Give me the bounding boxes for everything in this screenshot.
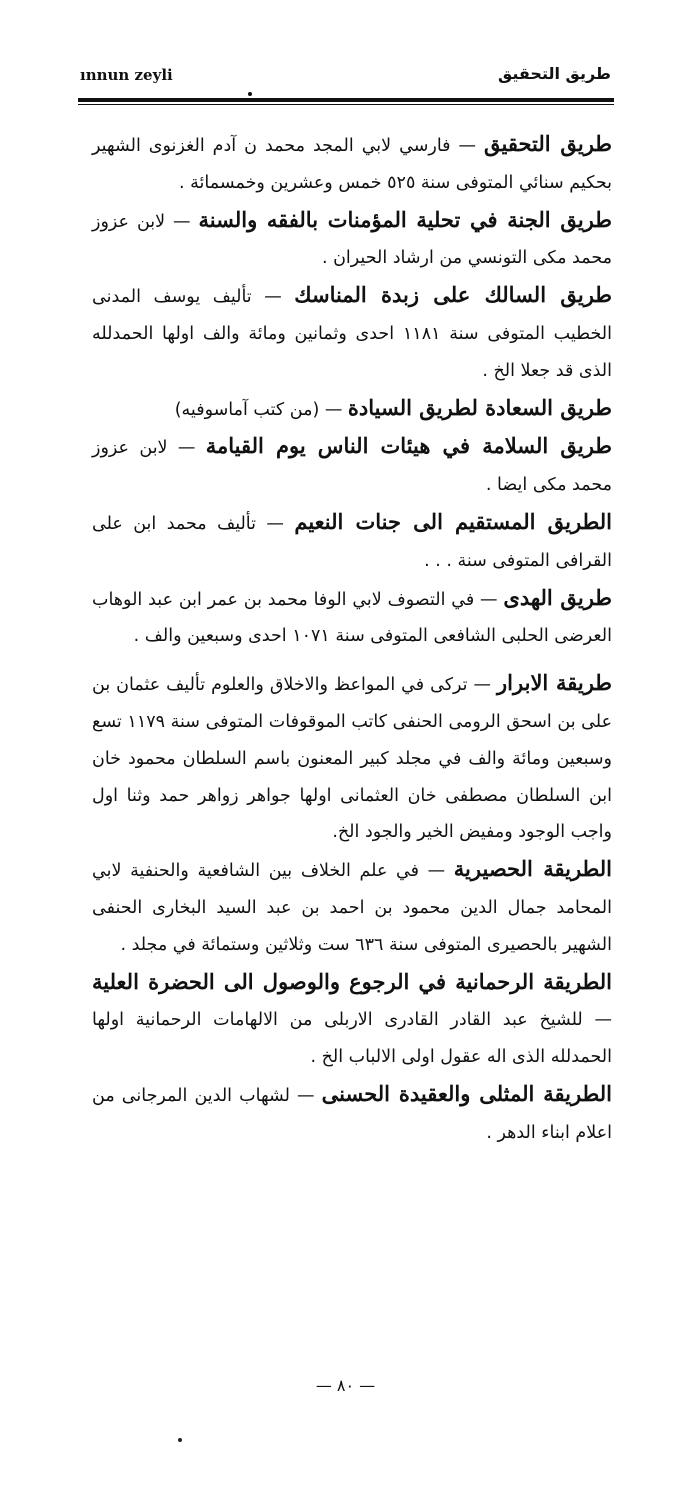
entry-title: طريق السعادة لطريق السيادة [347,394,612,420]
entry-text: — لشهاب الدين المرجانى من اعلام ابناء الدهر . [92,1085,612,1143]
entry-al-tariq-al-mustaqim [92,504,612,580]
entry-tariq-al-saada [92,390,612,429]
header-rule-thick [78,98,614,102]
entry-title: طريق الجنة في تحلية المؤمنات بالفقه والسنة [198,206,612,232]
entry-text: — في علم الخلاف بين الشافعية والحنفية لابي المحامد جمال الدين محمود بن احمد بن عبد السيد البخارى الحنفى الشهير بالحصيرى المتوفى سنة ٦٣٦ ست وثلاثين وستمائة في مجلد . [92,861,612,955]
header-ornament-dot [248,92,252,96]
entry-tariq-al-janna [92,202,612,278]
entry-al-tariqa-al-rahmaniyya [92,964,612,1076]
entry-tariqat-al-abrar [92,665,612,851]
dictionary-entries [92,126,612,1152]
page-number: — ٨٠ — [315,1376,376,1395]
entry-tariq-al-huda [92,580,612,656]
entry-title: طريقة الابرار [497,670,613,696]
entry-text: — تركى في المواعظ والاخلاق والعلوم تأليف عثمان بن على بن اسحق الرومى الحنفى كاتب الموقوفات المتوفى سنة ١١٧٩ تسع وسبعين ومائة والف في مجلد كبير المعنون باسم السلطان محمود خان ابن السلطان مصطفى خان العثمانى اولها جواهر زواهر حمد وثنا اول واجب الوجود ومفيض الخير والجود الخ. [92,675,613,843]
ink-speck [178,1438,182,1442]
entry-text: — تأليف محمد ابن على القرافى المتوفى سنة . . . [92,513,612,571]
entry-al-tariqa-al-muthla [92,1076,612,1152]
entry-text: — (من كتب آماسوفيه) [174,399,348,420]
entry-text: — لابن عزوز محمد مكى ايضا . [92,438,612,496]
entry-tariq-al-salik [92,277,612,389]
entry-title: طريق التحقيق [484,131,613,156]
entry-title: الطريقة المثلى والعقيدة الحسنى [321,1080,612,1106]
entry-title: طريق السالك على زبدة المناسك [294,282,612,308]
entry-text: — فارسي لابي المجد محمد ن آدم الغزنوى الشهير بحكيم سنائي المتوفى سنة ٥٢٥ خمس وعشرين وخمسمائة . [92,136,612,193]
entry-title: طريق السلامة في هيئات الناس يوم القيامة [205,433,612,459]
entry-text: — لابن عزوز محمد مكى التونسي من ارشاد الحيران . [92,211,612,269]
entry-text: — في التصوف لابي الوفا محمد بن عمر ابن عبد الوهاب العرضى الحلبى الشافعى المتوفى سنة ١٠٧١ احدى وسبعين والف . [92,589,612,647]
entry-title: الطريقة الحصيرية [453,856,612,882]
entry-text: — للشيخ عبد القادر القادرى الاربلى من الالهامات الرحمانية اولها الحمدلله الذى اله عقول اولى الالباب الخ . [92,1010,612,1068]
entry-title: الطريق المستقيم الى جنات النعيم [294,508,613,534]
entry-text: — تأليف يوسف المدنى الخطيب المتوفى سنة ١١٨١ احدى وثمانين ومائة والف اولها الحمدلله الذى قد جعلا الخ . [92,287,612,381]
entry-title: الطريقة الرحمانية في الرجوع والوصول الى الحضرة العلية [92,968,612,994]
entry-tariq-al-tahqiq [92,126,612,202]
entry-al-tariqa-al-hasiriyya [92,851,612,963]
header-rule-thin [78,104,614,105]
entry-tariq-al-salama [92,428,612,504]
header-latin-title: ınnun zeyli [80,66,173,84]
running-header [80,66,611,94]
entry-title: طريق الهدى [503,584,612,610]
header-arabic-title: طريق التحقيق [497,64,611,83]
